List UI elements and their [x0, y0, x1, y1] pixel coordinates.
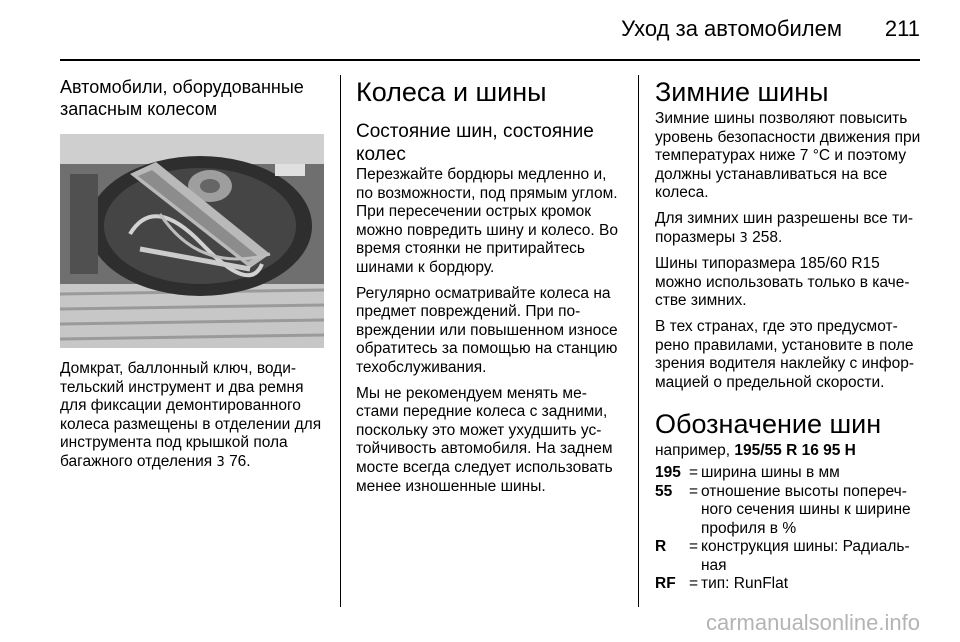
paragraph-speed-sticker: В тех странах, где это предусмотрено правилами, установите в поле зрения водителя наклейку с информацией о предельной скорости.	[655, 317, 914, 391]
page-ref-arrow-icon: 3	[216, 454, 225, 470]
column-winter-tires	[655, 76, 921, 594]
def-sep: =	[689, 482, 699, 500]
def-key: R	[655, 538, 667, 556]
def-key: 55	[655, 482, 673, 500]
paragraph-curbs: Перезжайте бордюры медленно и, по возможности, под прямым углом. При пересечении острых кромок можно повредить шину и колесо. Во время стоянки не притирайтесь шинами к бордюру.	[356, 166, 618, 276]
def-text: ширина шины в мм	[701, 463, 840, 481]
spare-wheel-heading: Автомобили, оборудованные запасным колесом	[60, 77, 304, 119]
example-prefix: например,	[655, 442, 731, 460]
def-text: отношение высоты поперечного сечения шины к ширине профиля в %	[701, 482, 911, 537]
running-header-title: Уход за автомобилем	[621, 16, 842, 41]
watermark: carmanualsonline.info	[705, 610, 920, 635]
caption-page-ref[interactable]: 76.	[229, 452, 251, 470]
section-title-tire-designation: Обозначение шин	[655, 409, 882, 440]
winter-sizes-page-ref[interactable]: 258.	[752, 228, 783, 246]
def-key: RF	[655, 575, 676, 593]
example-code: 195/55 R 16 95 H	[734, 442, 856, 460]
section-title-winter: Зимние шины	[655, 77, 829, 107]
column-divider-1	[340, 75, 341, 607]
page-ref-arrow-icon: 3	[739, 230, 748, 246]
designation-example	[655, 442, 921, 461]
paragraph-rotation: Мы не рекомендуем менять местами передние колеса с задними, поскольку это может ухудшить устойчивость автомобиля. На заднем мосте всегда следует использовать менее изношенные шины.	[356, 384, 613, 495]
table-row	[655, 464, 921, 483]
column-wheels-tires	[356, 76, 622, 503]
table-row	[655, 538, 921, 575]
column-divider-2	[638, 75, 639, 607]
paragraph-winter-sizes	[655, 210, 921, 248]
def-text: конструкция шины: Радиальная	[701, 538, 910, 574]
winter-sizes-text: Для зимних шин разрешены все типоразмеры	[655, 209, 914, 246]
column-spare-wheel	[60, 76, 324, 480]
paragraph-inspection: Регулярно осматривайте колеса на предмет повреждений. При повреждении или повышенном износе обратитесь за помощью на станцию техобслуживания.	[356, 284, 618, 376]
caption-text: Домкрат, баллонный ключ, водительский инструмент и два ремня для фиксации демонтированного колеса размещены в отделении для инструмента под крышкой пола багажного отделения	[60, 360, 322, 470]
def-key: 195	[655, 463, 681, 481]
header-rule	[60, 59, 920, 61]
paragraph-winter-safety: Зимние шины позволяют повысить уровень безопасности движения при температурах ниже 7 °C и поэтому должны устанавливаться на все колеса.	[655, 110, 921, 202]
def-sep: =	[689, 575, 699, 593]
trunk-tools-photo	[60, 134, 324, 348]
table-row	[655, 575, 921, 594]
paragraph-size-185: Шины типоразмера 185/60 R15 можно использовать только в качестве зимних.	[655, 255, 910, 310]
subsection-title-tire-condition: Состояние шин, состояние колес	[356, 121, 594, 165]
def-sep: =	[689, 538, 699, 556]
def-sep: =	[689, 463, 699, 481]
designation-table	[655, 464, 921, 594]
def-text: тип: RunFlat	[701, 575, 789, 593]
page-number: 211	[884, 16, 920, 41]
caption	[60, 360, 324, 473]
table-row	[655, 483, 921, 539]
section-title-wheels: Колеса и шины	[356, 77, 547, 107]
